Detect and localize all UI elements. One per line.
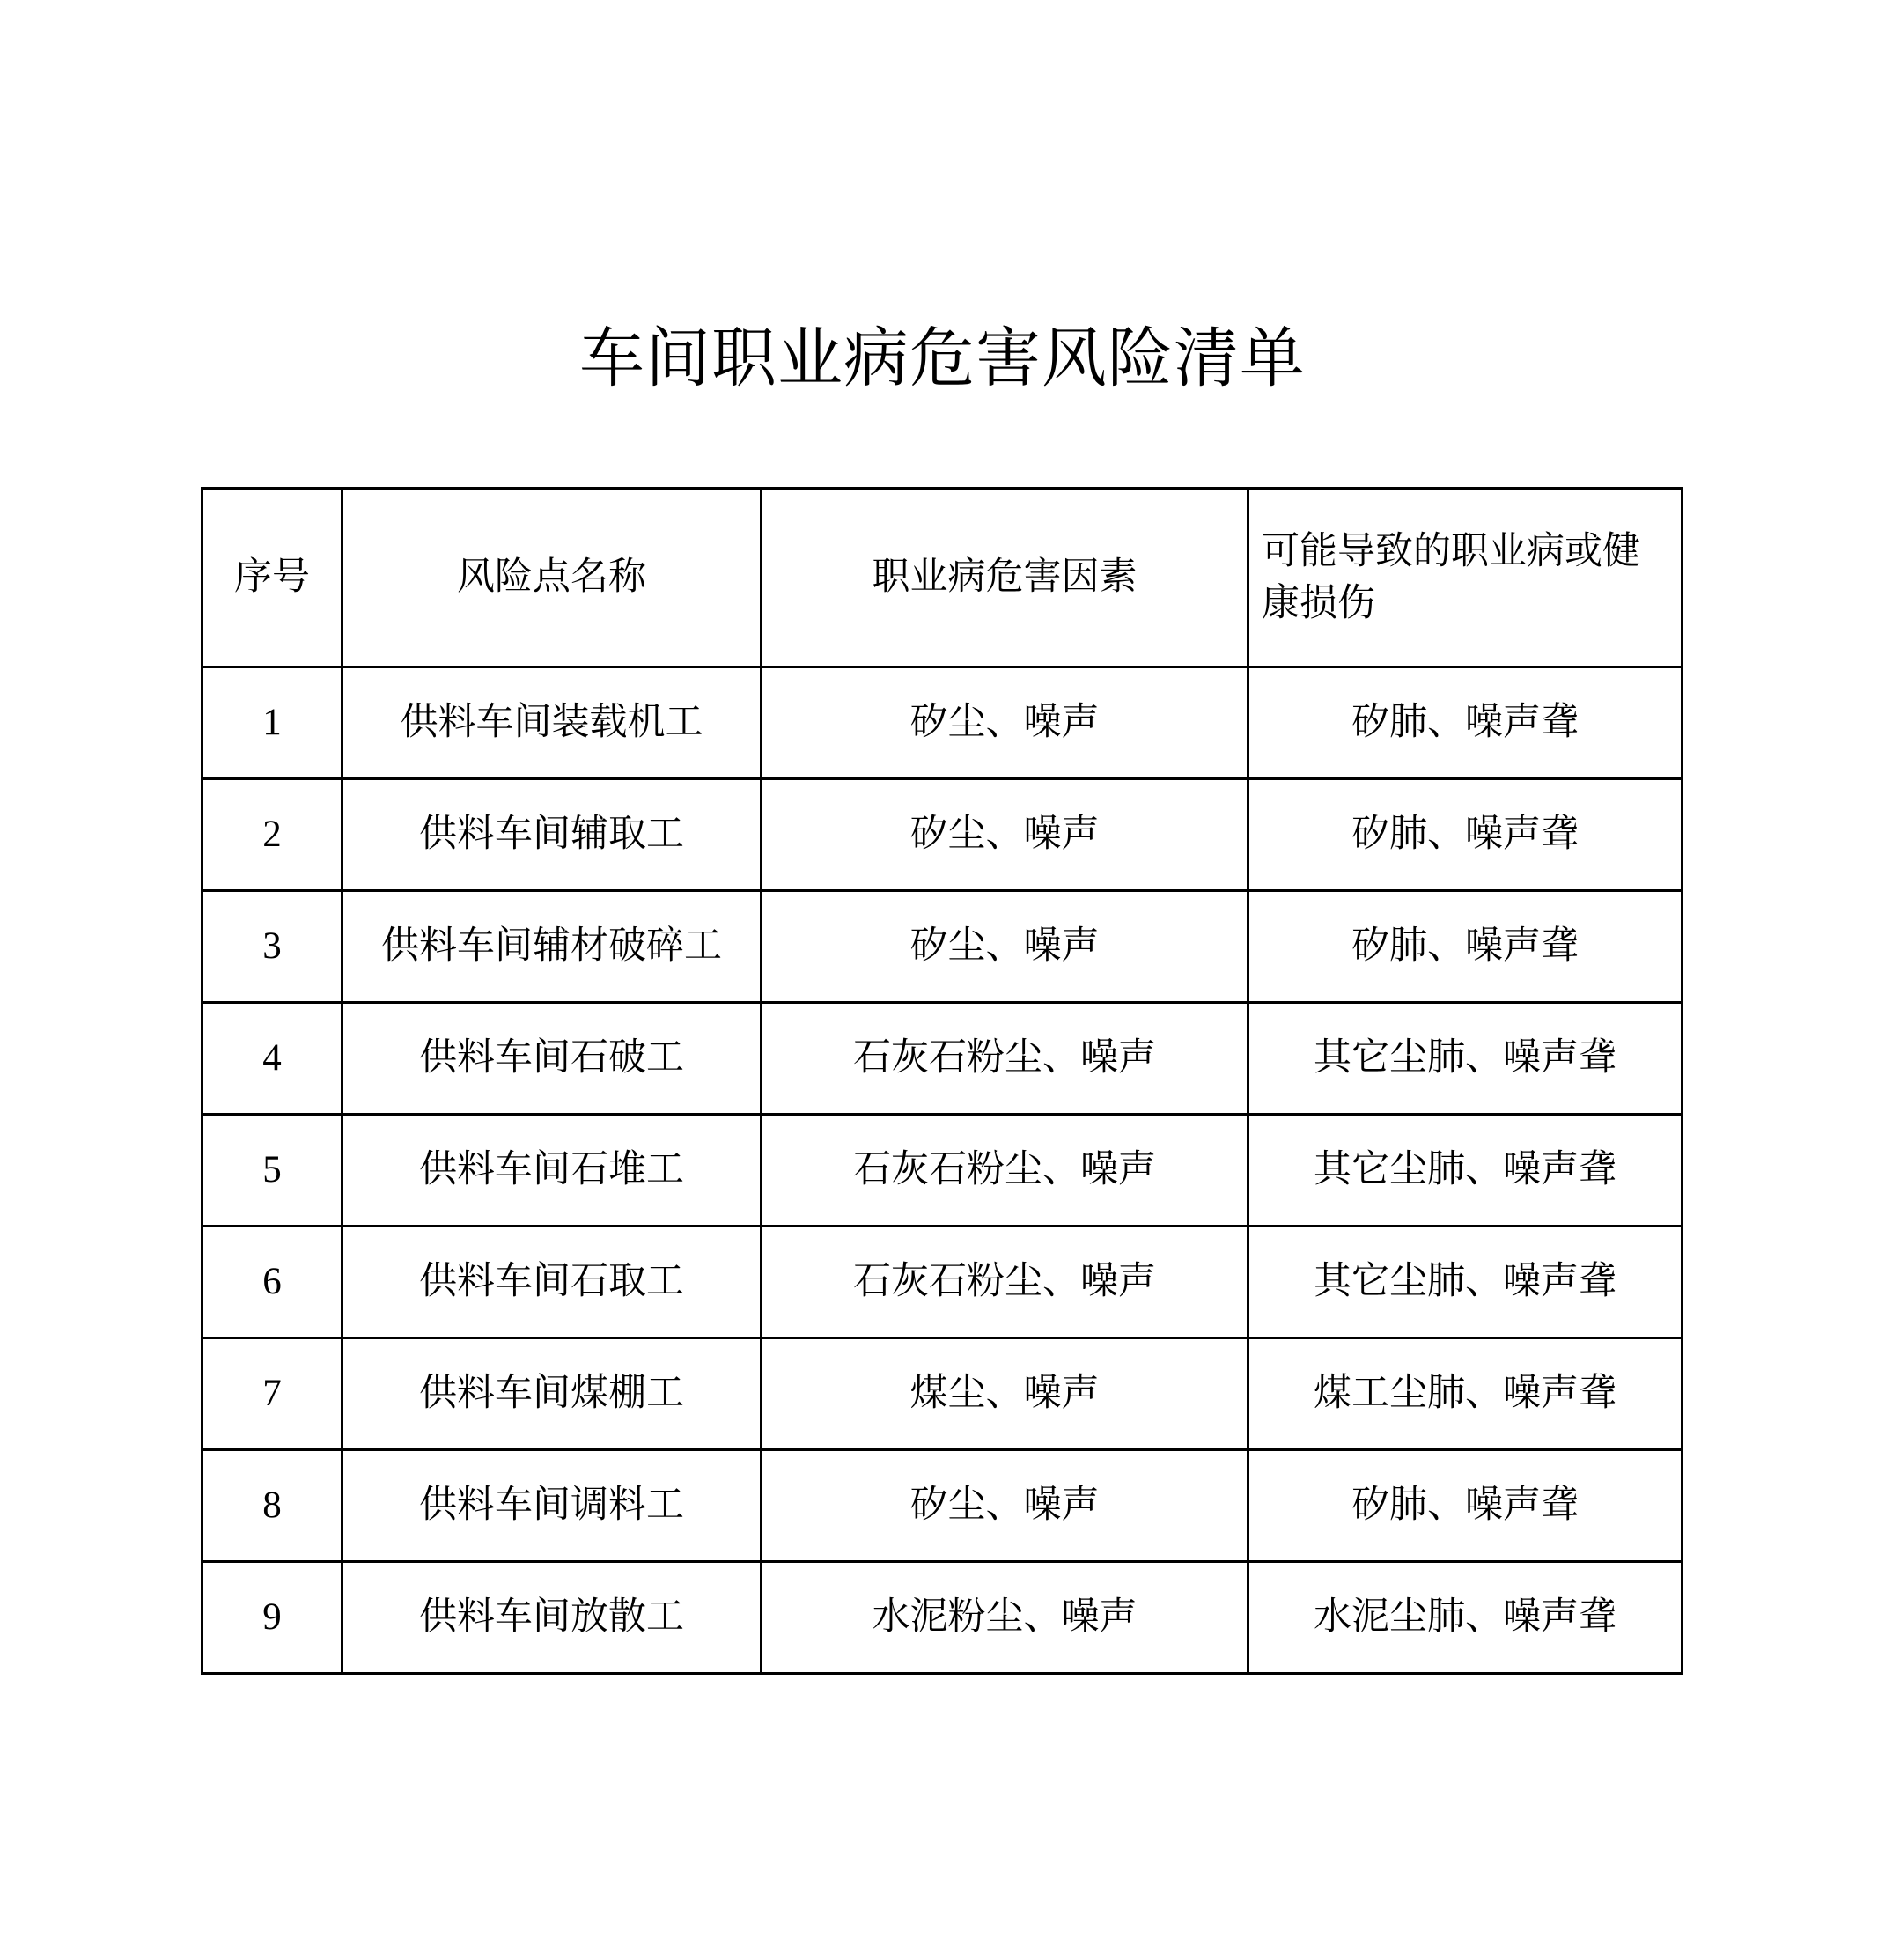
cell-hazard-factor: 石灰石粉尘、噪声 [762, 1115, 1248, 1227]
table-row [202, 779, 1683, 891]
cell-possible-disease: 其它尘肺、噪声聋 [1248, 1115, 1683, 1227]
cell-possible-disease: 其它尘肺、噪声聋 [1248, 1227, 1683, 1338]
cell-index: 4 [202, 1003, 342, 1115]
cell-index: 2 [202, 779, 342, 891]
column-header-index: 序号 [202, 489, 342, 667]
cell-index: 9 [202, 1562, 342, 1674]
cell-index: 1 [202, 667, 342, 779]
cell-risk-point-name: 供料车间辅材破碎工 [342, 891, 762, 1003]
cell-risk-point-name: 供料车间调料工 [342, 1450, 762, 1562]
cell-possible-disease: 矽肺、噪声聋 [1248, 891, 1683, 1003]
cell-risk-point-name: 供料车间石堆工 [342, 1115, 762, 1227]
table-header-row [202, 489, 1683, 667]
cell-hazard-factor: 矽尘、噪声 [762, 891, 1248, 1003]
cell-risk-point-name: 供料车间装载机工 [342, 667, 762, 779]
risk-list-table [201, 487, 1683, 1675]
table-row [202, 667, 1683, 779]
cell-index: 6 [202, 1227, 342, 1338]
cell-possible-disease: 煤工尘肺、噪声聋 [1248, 1338, 1683, 1450]
table-row [202, 1227, 1683, 1338]
cell-possible-disease: 矽肺、噪声聋 [1248, 667, 1683, 779]
column-header-risk-point-name: 风险点名称 [342, 489, 762, 667]
table-row [202, 1003, 1683, 1115]
cell-index: 3 [202, 891, 342, 1003]
table-header [202, 489, 1683, 667]
page-title: 车间职业病危害风险清单 [579, 323, 1306, 395]
cell-possible-disease: 水泥尘肺、噪声聋 [1248, 1562, 1683, 1674]
cell-index: 7 [202, 1338, 342, 1450]
cell-risk-point-name: 供料车间辅取工 [342, 779, 762, 891]
risk-list-table-container [201, 487, 1681, 1675]
cell-hazard-factor: 矽尘、噪声 [762, 1450, 1248, 1562]
cell-hazard-factor: 煤尘、噪声 [762, 1338, 1248, 1450]
cell-index: 5 [202, 1115, 342, 1227]
table-body [202, 667, 1683, 1674]
table-row [202, 1562, 1683, 1674]
column-header-hazard-factor: 职业病危害因素 [762, 489, 1248, 667]
table-row [202, 1115, 1683, 1227]
table-row [202, 891, 1683, 1003]
cell-hazard-factor: 石灰石粉尘、噪声 [762, 1003, 1248, 1115]
cell-index: 8 [202, 1450, 342, 1562]
cell-risk-point-name: 供料车间石破工 [342, 1003, 762, 1115]
cell-risk-point-name: 供料车间煤棚工 [342, 1338, 762, 1450]
table-row [202, 1338, 1683, 1450]
cell-risk-point-name: 供料车间石取工 [342, 1227, 762, 1338]
cell-hazard-factor: 石灰石粉尘、噪声 [762, 1227, 1248, 1338]
cell-possible-disease: 矽肺、噪声聋 [1248, 1450, 1683, 1562]
column-header-possible-disease: 可能导致的职业病或健康损伤 [1248, 489, 1683, 667]
cell-hazard-factor: 矽尘、噪声 [762, 667, 1248, 779]
cell-hazard-factor: 水泥粉尘、噪声 [762, 1562, 1248, 1674]
cell-risk-point-name: 供料车间放散工 [342, 1562, 762, 1674]
table-row [202, 1450, 1683, 1562]
cell-possible-disease: 其它尘肺、噪声聋 [1248, 1003, 1683, 1115]
cell-hazard-factor: 矽尘、噪声 [762, 779, 1248, 891]
cell-possible-disease: 矽肺、噪声聋 [1248, 779, 1683, 891]
